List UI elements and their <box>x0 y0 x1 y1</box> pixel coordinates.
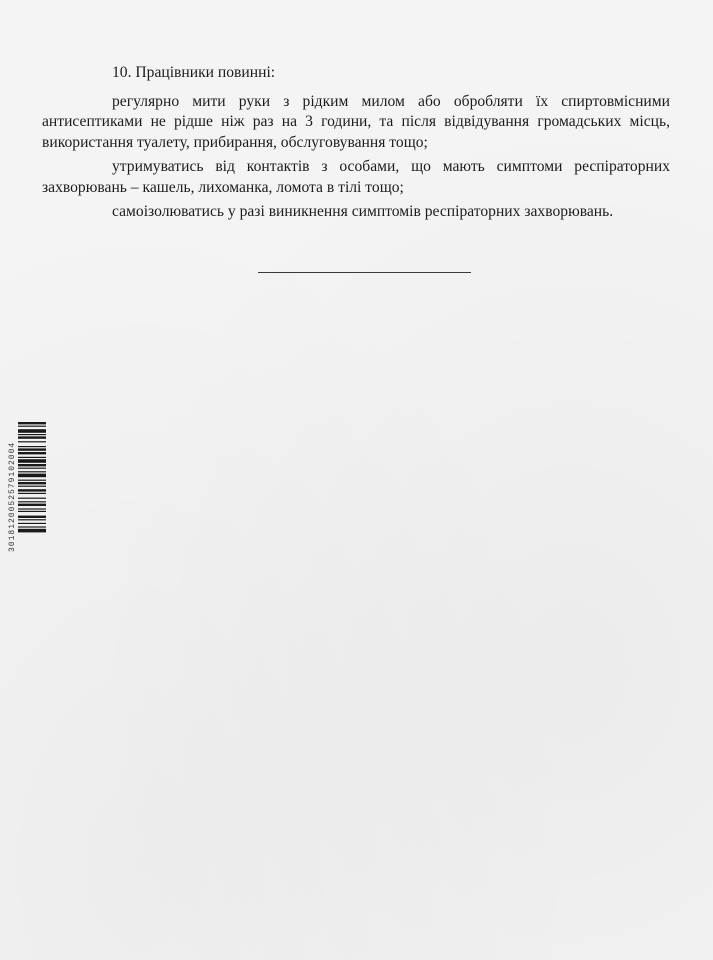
end-separator-line <box>258 272 471 273</box>
barcode-number: 3018120052579102004 <box>8 441 17 553</box>
paragraph-hand-hygiene: регулярно мити руки з рідким милом або обробляти їх спиртовмісними антисептиками не рідше ніж раз на 3 години, та після відвідування громадських місць, використання туалету, прибирання, обслуговування тощо; <box>42 92 670 151</box>
document-body <box>42 63 670 227</box>
paragraph-self-isolation: самоізолюватись у разі виникнення симптомів респіраторних захворювань. <box>112 203 614 220</box>
document-barcode <box>6 422 46 572</box>
barcode-bars <box>18 422 48 572</box>
item-heading: 10. Працівники повинні: <box>112 64 276 81</box>
paragraph-avoid-contacts: утримуватись від контактів з особами, що мають симптоми респіраторних захворювань – кашель, лихоманка, ломота в тілі тощо; <box>42 158 670 196</box>
